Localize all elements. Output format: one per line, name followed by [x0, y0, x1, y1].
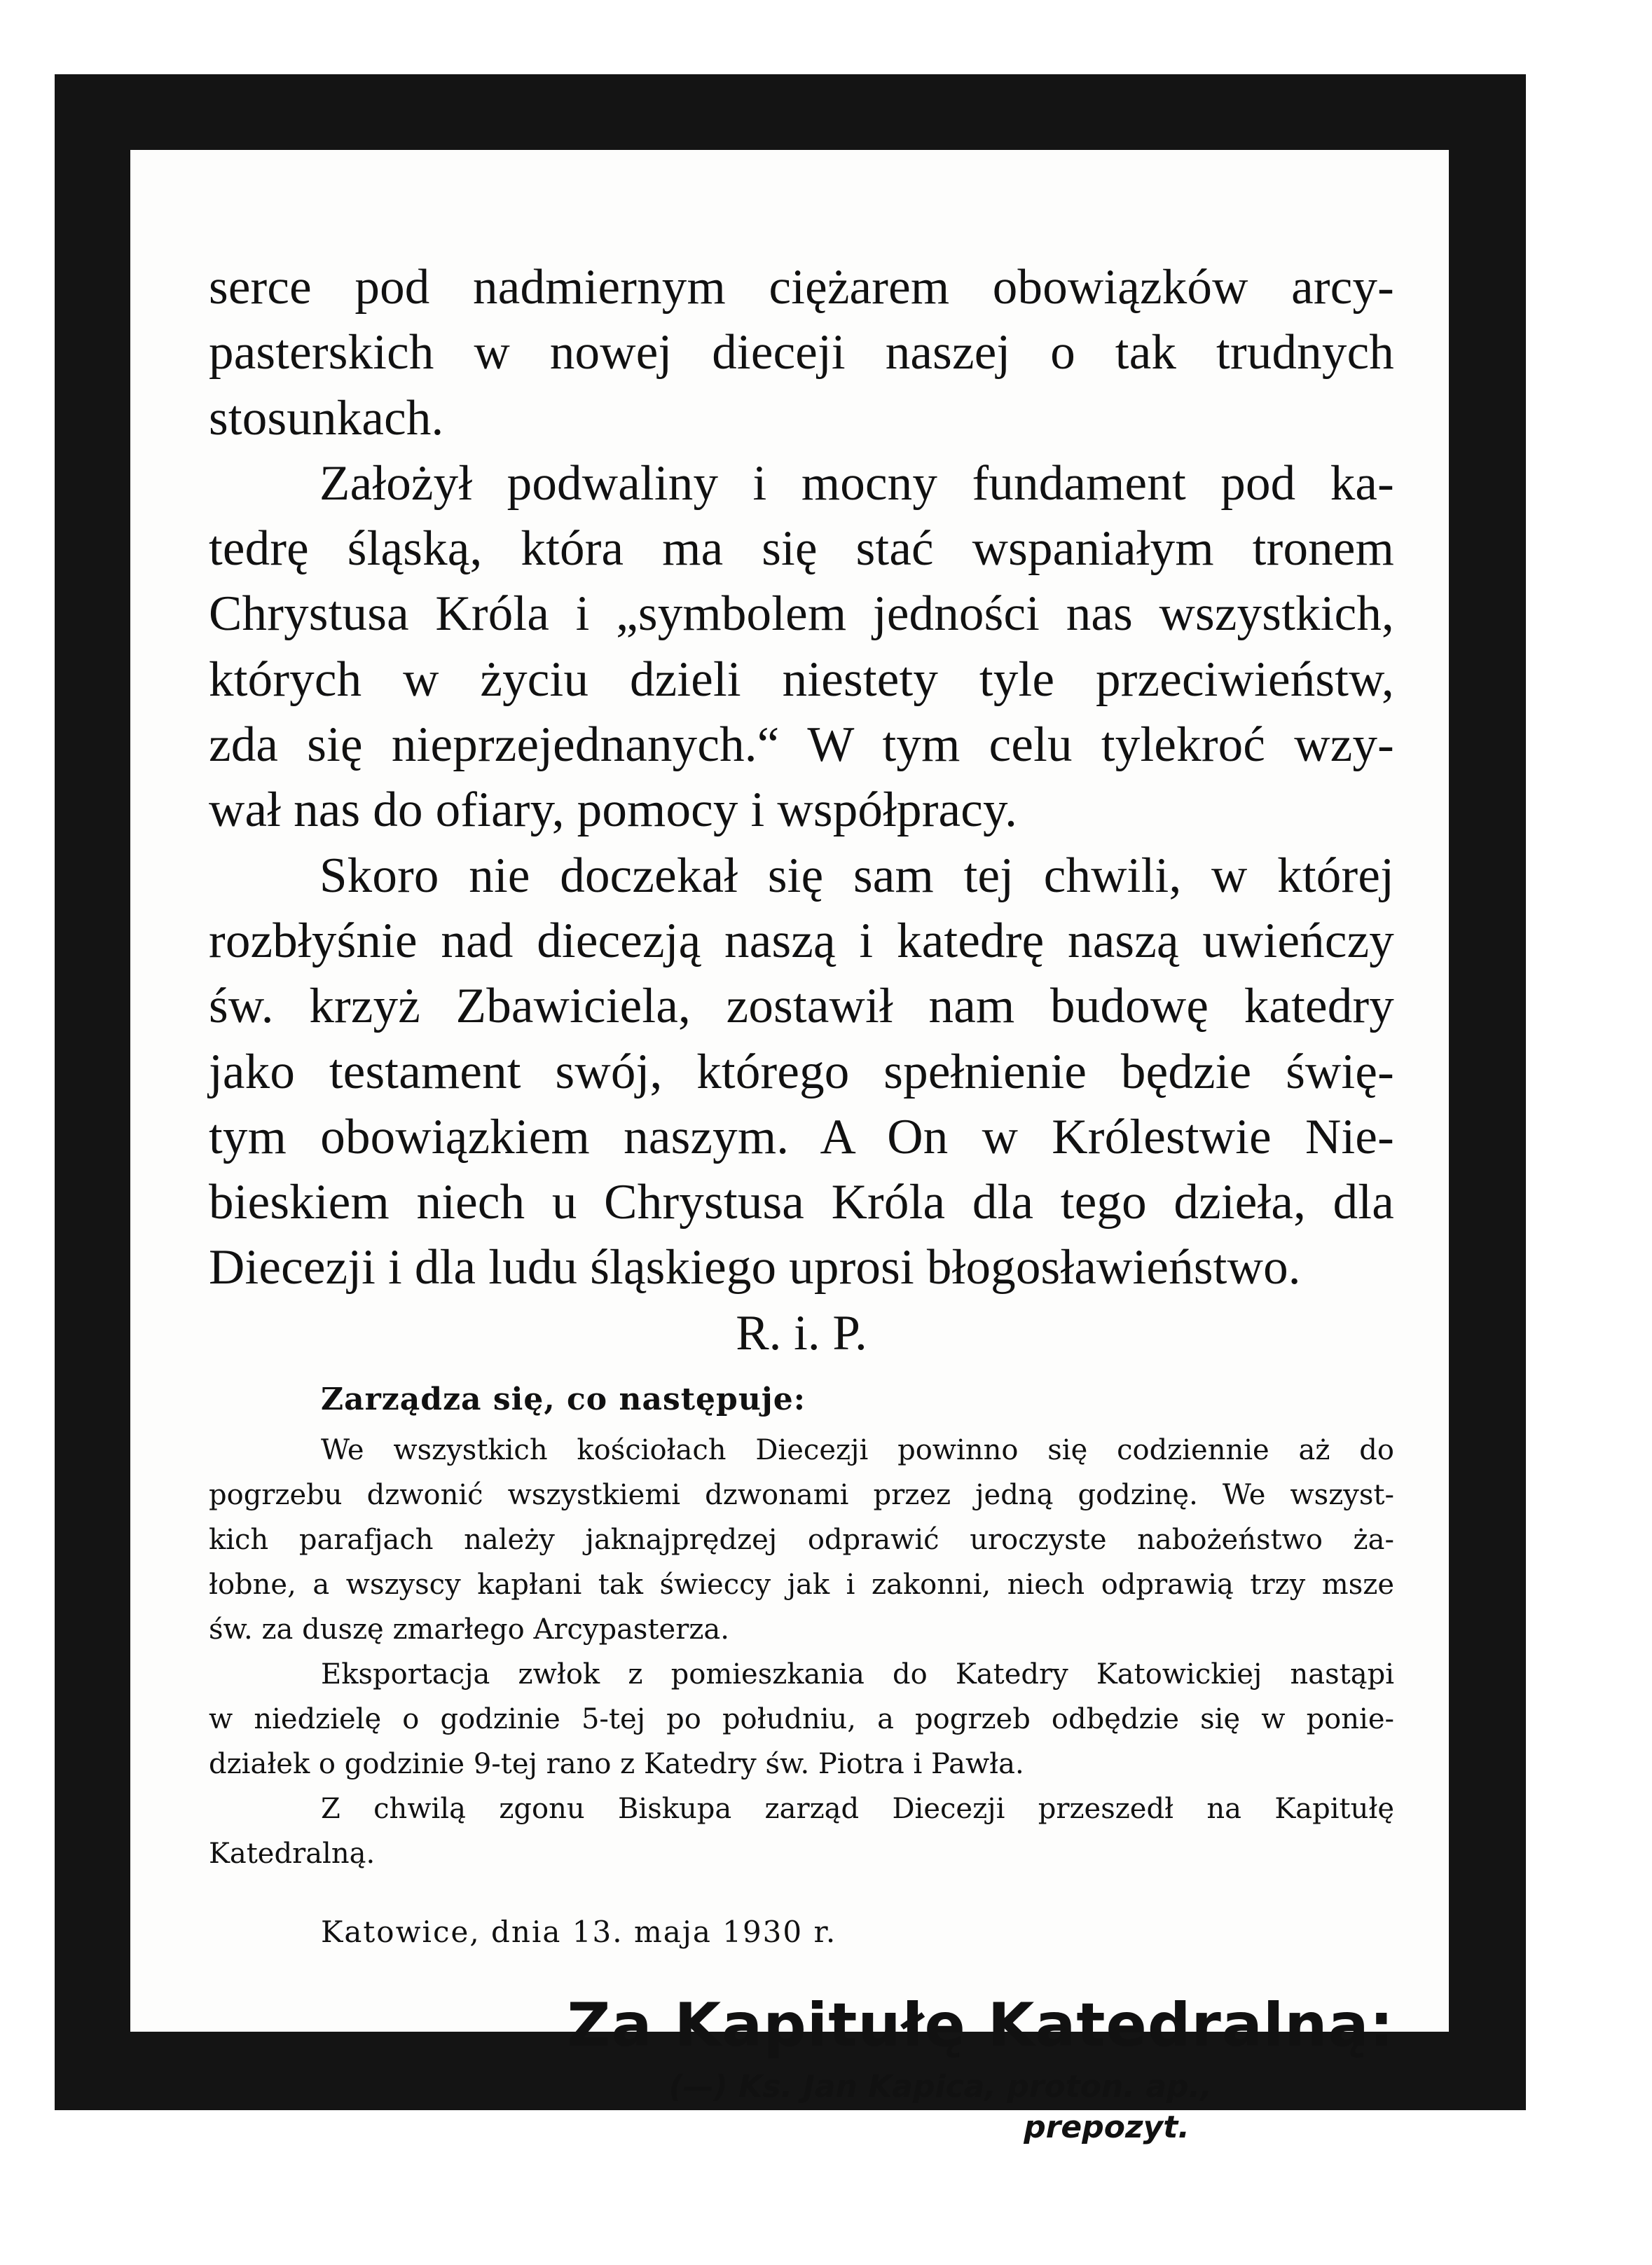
body-line: stosunkach.	[209, 390, 444, 446]
notice-page	[130, 150, 1449, 2145]
orders-line: działek o godzinie 9-tej rano z Katedry św. Piotra i Pawła.	[209, 1747, 1024, 1780]
dateline: Katowice, dnia 13. maja 1930 r.	[321, 1914, 837, 1949]
body-line: zda się nieprzejednanych.“ W tym celu tylekroć wzy-	[209, 717, 1394, 773]
signature-title: Za Kapitułę Katedralną:	[567, 1990, 1394, 2060]
orders-line: pogrzebu dzwonić wszystkiemi dzwonami przez jedną godzinę. We wszyst-	[209, 1478, 1394, 1511]
orders-line: Katedralną.	[209, 1837, 376, 1870]
body-line: pasterskich w nowej dieceji naszej o tak trudnych	[209, 325, 1394, 380]
body-line: Chrystusa Króla i „symbolem jedności nas wszystkich,	[209, 586, 1394, 642]
body-line: wał nas do ofiary, pomocy i współpracy.	[209, 783, 1018, 838]
body-line: jako testament swój, którego spełnienie będzie świę-	[209, 1044, 1394, 1099]
orders-line: Eksportacja zwłok z pomieszkania do Katedry Katowickiej nastąpi	[321, 1658, 1394, 1691]
signature-name: (—) Ks. Jan Kapica, proton. ap.,	[668, 2068, 1212, 2105]
orders-text	[209, 1428, 1394, 1876]
body-line: rozbłyśnie nad diecezją naszą i katedrę naszą uwieńczy	[209, 913, 1394, 968]
body-line: bieskiem niech u Chrystusa Króla dla tego dzieła, dla	[209, 1175, 1394, 1230]
orders-line: We wszystkich kościołach Diecezji powinno się codziennie aż do	[321, 1433, 1394, 1466]
body-line: tym obowiązkiem naszym. A On w Królestwie Nie-	[209, 1109, 1394, 1164]
requiescat-in-pace: R. i. P.	[736, 1305, 867, 1361]
orders-line: kich parafjach należy jaknajprędzej odprawić uroczyste nabożeństwo ża-	[209, 1523, 1394, 1556]
mourning-border	[55, 74, 1526, 2145]
orders-line: w niedzielę o godzinie 5-tej po południu, a pogrzeb odbędzie się w ponie-	[209, 1702, 1394, 1735]
body-line: Diecezji i dla ludu śląskiego uprosi błogosławieństwo.	[209, 1240, 1301, 1295]
orders-line: św. za duszę zmarłego Arcypasterza.	[209, 1613, 729, 1646]
body-line: tedrę śląską, która ma się stać wspaniałym tronem	[209, 521, 1394, 577]
orders-line: Z chwilą zgonu Biskupa zarząd Diecezji przeszedł na Kapitułę	[321, 1792, 1394, 1825]
notice-body	[209, 255, 1394, 1301]
body-line: serce pod nadmiernym ciężarem obowiązków arcy-	[209, 260, 1394, 315]
body-line: których w życiu dzieli niestety tyle przeciwieństw,	[209, 652, 1394, 707]
signature-role: prepozyt.	[1024, 2109, 1190, 2145]
orders-line: łobne, a wszyscy kapłani tak świeccy jak i zakonni, niech odprawią trzy msze	[209, 1568, 1394, 1601]
body-line: św. krzyż Zbawiciela, zostawił nam budowę katedry	[209, 979, 1394, 1034]
body-line: Założył podwaliny i mocny fundament pod ka-	[319, 455, 1394, 511]
orders-heading: Zarządza się, co następuje:	[321, 1381, 806, 1417]
body-line: Skoro nie doczekał się sam tej chwili, w której	[319, 848, 1394, 903]
